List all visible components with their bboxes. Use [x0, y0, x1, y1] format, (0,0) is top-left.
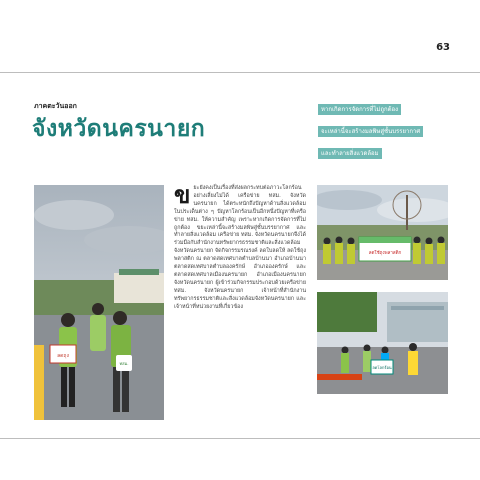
region-label: ภาคตะวันออก [34, 102, 77, 110]
street-campaign-photo [317, 292, 448, 394]
bottom-divider [0, 438, 480, 439]
photo-banner: ลดใช้ถุงพลาสติก [368, 251, 402, 256]
page-number: 63 [436, 42, 450, 53]
campaign-walk-photo [34, 185, 164, 420]
article-body [174, 180, 306, 312]
tagline-line: และทำลายสิ่งแวดล้อม [318, 148, 382, 159]
photo-sign: ลดถุง [57, 353, 69, 359]
tagline-line: จะเหล่านี้จะสร้างมลพิษสู่ชั้นบรรยากาศ [318, 126, 423, 137]
group-banner-photo [317, 185, 448, 280]
top-divider [0, 72, 480, 73]
tagline-line: หากเกิดการจัดการที่ไม่ถูกต้อง [318, 104, 401, 115]
photo-sign: ลดโลกร้อน [372, 365, 392, 370]
province-title: จังหวัดนครนายก [32, 116, 206, 142]
tagline [318, 96, 458, 162]
drop-cap: ข [174, 180, 191, 209]
article-text: ยะยังคงเป็นเรื่องที่ส่งผลกระทบต่อภาวะโลกร้อนอย่างเลี่ยงไม่ได้ เครือข่าย ทสม. จังหวัดนครนายก ได้ตระหนักถึงปัญหาด้านสิ่งแวดล้อมในประเด็นต่าง ๆ ปัญหาโลกร้อนเป็นอีกหนึ่งปัญหาที่เครือข่าย ทสม. ให้ความสำคัญ เพราะหากเกิดการจัดการที่ไม่ถูกต้อง ขยะเหล่านี้จะสร้างมลพิษสู่ชั้นบรรยากาศ และทำลายสิ่งแวดล้อม เครือข่าย ทสม. จังหวัดนครนายกจึงได้ร่วมมือกับสำนักงานทรัพยากรธรรมชาติและสิ่งแวดล้อมจังหวัดนครนายก จัดกิจกรรมรณรงค์ ลดใบลดให้ ลดใช้ถุงพลาสติก ณ ตลาดสดเทศบาลตำบลบ้านนา อำเภอบ้านนา ตลาดสดเทศบาลตำบลองครักษ์ อำเภอองครักษ์ และ ตลาดสดเทศบาลเมืองนครนายก อำเภอเมืองนครนายก จังหวัดนครนายก ผู้เข้าร่วมกิจกรรมประกอบด้วยเครือข่าย ทสม. จังหวัดนครนายก เจ้าหน้าที่สำนักงานทรัพยากรธรรมชาติและสิ่งแวดล้อมจังหวัดนครนายก และเจ้าหน้าที่หน่วยงานที่เกี่ยวข้อง [174, 185, 306, 310]
photo-badge: ทสม. [119, 361, 129, 366]
